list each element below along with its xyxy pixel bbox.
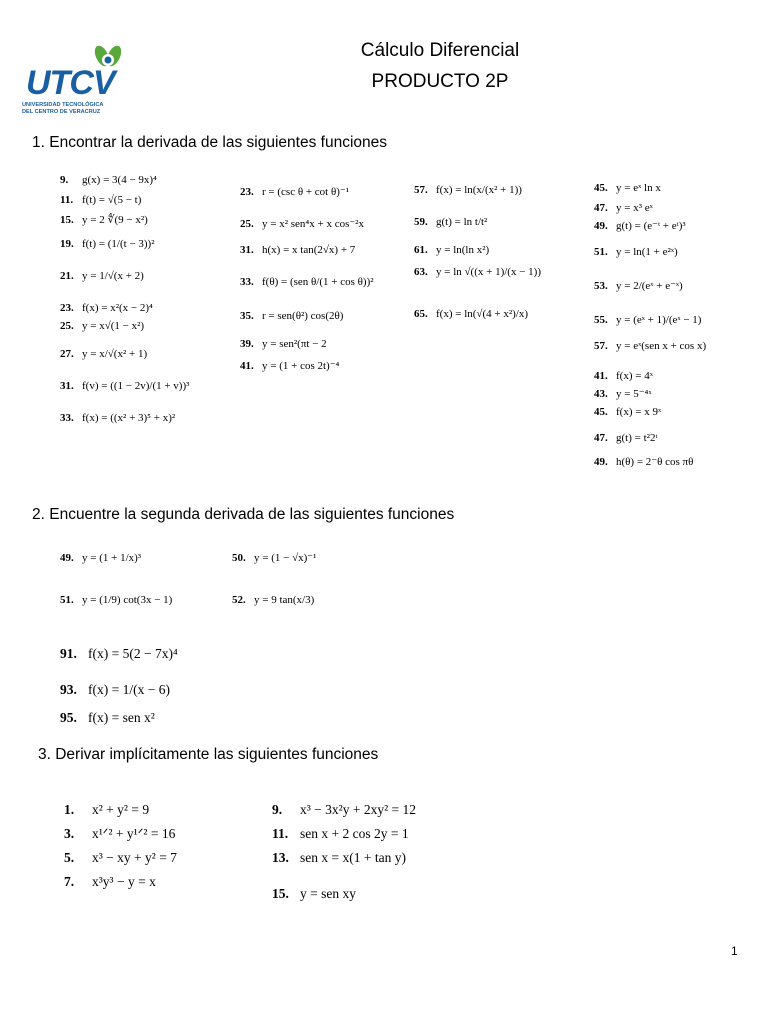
exercise-item (594, 406, 661, 419)
exercise-number: 5. (64, 850, 75, 865)
exercise-number: 63. (414, 266, 428, 278)
exercise-number: 9. (272, 802, 283, 817)
exercise-item (272, 886, 356, 902)
exercise-item (594, 370, 653, 383)
exercise-expression: y = x√(1 − x²) (82, 320, 145, 332)
exercise-item (60, 646, 178, 662)
exercise-number: 55. (594, 314, 608, 326)
exercise-expression: y = (eˣ + 1)/(eˣ − 1) (616, 314, 702, 326)
exercise-item (594, 314, 701, 327)
exercise-item (594, 280, 683, 293)
exercise-item (60, 238, 155, 251)
exercise-expression: x³y³ − y = x (92, 874, 156, 889)
exercise-expression: x² + y² = 9 (92, 802, 150, 817)
exercise-expression: f(x) = x 9ˣ (616, 406, 662, 418)
exercise-item (60, 710, 155, 726)
exercise-number: 11. (60, 194, 74, 206)
exercise-number: 23. (60, 302, 74, 314)
exercise-item (272, 850, 406, 866)
exercise-item (240, 338, 327, 351)
exercise-item (64, 802, 149, 818)
exercise-item (60, 194, 141, 207)
exercise-expression: y = 5⁻⁴ˣ (616, 388, 652, 400)
exercise-item (240, 310, 343, 323)
exercise-expression: y = ln √((x + 1)/(x − 1)) (436, 266, 541, 278)
exercise-number: 19. (60, 238, 74, 250)
exercise-item (594, 220, 686, 233)
exercise-item (594, 202, 653, 215)
exercise-item (64, 826, 175, 842)
exercise-item (60, 348, 147, 361)
exercise-item (64, 874, 156, 890)
exercise-expression: r = sen(θ²) cos(2θ) (262, 310, 344, 322)
exercise-expression: r = (csc θ + cot θ)⁻¹ (262, 186, 350, 198)
exercise-item (240, 360, 339, 373)
exercise-number: 45. (594, 182, 608, 194)
exercise-expression: y = sen xy (300, 886, 356, 901)
exercise-number: 49. (60, 552, 74, 564)
exercise-expression: f(x) = ln(x/(x² + 1)) (436, 184, 522, 196)
exercise-number: 3. (64, 826, 75, 841)
exercise-number: 91. (60, 646, 77, 661)
exercise-number: 27. (60, 348, 74, 360)
exercise-item (60, 174, 157, 187)
exercise-expression: y = 9 tan(x/3) (254, 594, 315, 606)
exercise-expression: f(x) = 5(2 − 7x)⁴ (88, 646, 178, 661)
exercise-expression: g(x) = 3(4 − 9x)⁴ (82, 174, 157, 186)
exercise-item (60, 302, 153, 315)
exercise-expression: f(t) = √(5 − t) (82, 194, 142, 206)
exercise-number: 61. (414, 244, 428, 256)
logo-sub-line-1: UNIVERSIDAD TECNOLÓGICA (22, 102, 104, 108)
exercise-item (594, 246, 678, 259)
exercise-expression: h(θ) = 2⁻θ cos πθ (616, 456, 694, 468)
exercise-item (414, 216, 487, 229)
exercise-number: 31. (240, 244, 254, 256)
page-number: 1 (731, 944, 738, 958)
document-subtitle: PRODUCTO 2P (371, 71, 509, 92)
exercise-item (414, 244, 489, 257)
exercise-item (414, 184, 522, 197)
exercise-expression: f(x) = 1/(x − 6) (88, 682, 170, 697)
exercise-item (60, 380, 189, 393)
exercise-expression: f(t) = (1/(t − 3))² (82, 238, 155, 250)
exercise-expression: g(t) = t²2ᵗ (616, 432, 658, 444)
exercise-number: 47. (594, 202, 608, 214)
exercise-number: 15. (272, 886, 289, 901)
exercise-expression: sen x + 2 cos 2y = 1 (300, 826, 409, 841)
exercise-number: 57. (594, 340, 608, 352)
exercise-number: 21. (60, 270, 74, 282)
exercise-number: 11. (272, 826, 289, 841)
logo-wordmark (26, 66, 115, 100)
section-2-heading: 2. Encuentre la segunda derivada de las siguientes funciones (32, 506, 455, 523)
exercise-item (60, 320, 144, 333)
exercise-number: 39. (240, 338, 254, 350)
exercise-expression: y = 2 ∜(9 − x²) (82, 214, 148, 226)
exercise-item (60, 552, 141, 565)
exercise-item (414, 266, 541, 279)
exercise-item (240, 186, 349, 199)
exercise-item (60, 270, 144, 283)
exercise-number: 1. (64, 802, 75, 817)
exercise-expression: sen x = x(1 + tan y) (300, 850, 406, 865)
exercise-expression: y = ln(ln x²) (436, 244, 490, 256)
exercise-item (240, 276, 374, 289)
exercise-item (232, 552, 316, 565)
exercise-expression: y = 2/(eˣ + e⁻ˣ) (616, 280, 683, 292)
document-title: Cálculo Diferencial (360, 40, 520, 61)
exercise-number: 59. (414, 216, 428, 228)
exercise-number: 33. (240, 276, 254, 288)
exercise-expression: f(x) = x²(x − 2)⁴ (82, 302, 153, 314)
exercise-number: 53. (594, 280, 608, 292)
exercise-expression: g(t) = (e⁻ᵗ + eᵗ)³ (616, 220, 686, 232)
utcv-logo (20, 38, 140, 122)
exercise-number: 7. (64, 874, 75, 889)
section-3-heading: 3. Derivar implícitamente las siguientes funciones (38, 746, 379, 763)
exercise-item (594, 182, 661, 195)
exercise-number: 9. (60, 174, 69, 186)
exercise-expression: y = (1 − √x)⁻¹ (254, 552, 317, 564)
exercise-item (240, 218, 364, 231)
exercise-expression: y = x³ eˣ (616, 202, 653, 214)
exercise-item (64, 850, 177, 866)
exercise-expression: h(x) = x tan(2√x) + 7 (262, 244, 356, 256)
exercise-expression: y = (1 + 1/x)³ (82, 552, 142, 564)
exercise-number: 51. (60, 594, 74, 606)
exercise-number: 65. (414, 308, 428, 320)
exercise-number: 45. (594, 406, 608, 418)
exercise-item (60, 594, 172, 607)
exercise-number: 13. (272, 850, 289, 865)
section-1-heading: 1. Encontrar la derivada de las siguientes funciones (32, 134, 387, 151)
exercise-item (240, 244, 355, 257)
exercise-number: 57. (414, 184, 428, 196)
exercise-number: 50. (232, 552, 246, 564)
exercise-number: 25. (60, 320, 74, 332)
exercise-item (594, 432, 658, 445)
exercise-item (272, 802, 416, 818)
exercise-expression: y = x² sen⁴x + x cos⁻²x (262, 218, 364, 230)
exercise-item (594, 388, 652, 401)
exercise-expression: f(x) = ((x² + 3)⁵ + x)² (82, 412, 176, 424)
exercise-expression: f(x) = 4ˣ (616, 370, 653, 382)
exercise-item (272, 826, 409, 842)
exercise-number: 23. (240, 186, 254, 198)
exercise-expression: y = (1 + cos 2t)⁻⁴ (262, 360, 340, 372)
logo-subtitle (22, 102, 103, 115)
exercise-number: 33. (60, 412, 74, 424)
exercise-number: 49. (594, 456, 608, 468)
exercise-number: 47. (594, 432, 608, 444)
exercise-expression: f(v) = ((1 − 2v)/(1 + v))³ (82, 380, 190, 392)
exercise-number: 15. (60, 214, 74, 226)
exercise-expression: x³ − 3x²y + 2xy² = 12 (300, 802, 416, 817)
exercise-item (414, 308, 528, 321)
exercise-expression: x³ − xy + y² = 7 (92, 850, 177, 865)
exercise-item (594, 456, 693, 469)
exercise-expression: g(t) = ln t/t² (436, 216, 488, 228)
exercise-number: 41. (594, 370, 608, 382)
exercise-item (594, 340, 706, 353)
exercise-item (232, 594, 314, 607)
exercise-number: 52. (232, 594, 246, 606)
exercise-number: 93. (60, 682, 77, 697)
exercise-expression: y = x/√(x² + 1) (82, 348, 148, 360)
exercise-number: 35. (240, 310, 254, 322)
exercise-item (60, 682, 170, 698)
exercise-item (60, 412, 175, 425)
exercise-number: 51. (594, 246, 608, 258)
exercise-number: 49. (594, 220, 608, 232)
exercise-expression: y = eˣ ln x (616, 182, 661, 194)
exercise-expression: y = sen²(πt − 2 (262, 338, 327, 350)
exercise-item (60, 214, 148, 227)
exercise-expression: f(x) = sen x² (88, 710, 155, 725)
logo-text: UTCV (26, 64, 115, 102)
exercise-number: 95. (60, 710, 77, 725)
exercise-expression: f(x) = ln(√(4 + x²)/x) (436, 308, 528, 320)
exercise-expression: f(θ) = (sen θ/(1 + cos θ))² (262, 276, 374, 288)
exercise-expression: y = ln(1 + e²ˣ) (616, 246, 678, 258)
exercise-expression: y = eˣ(sen x + cos x) (616, 340, 707, 352)
exercise-expression: y = (1/9) cot(3x − 1) (82, 594, 173, 606)
exercise-number: 41. (240, 360, 254, 372)
exercise-expression: y = 1/√(x + 2) (82, 270, 144, 282)
exercise-number: 25. (240, 218, 254, 230)
exercise-number: 43. (594, 388, 608, 400)
exercise-number: 31. (60, 380, 74, 392)
exercise-expression: x¹ᐟ² + y¹ᐟ² = 16 (92, 826, 176, 841)
logo-sub-line-2: DEL CENTRO DE VERACRUZ (22, 108, 101, 115)
